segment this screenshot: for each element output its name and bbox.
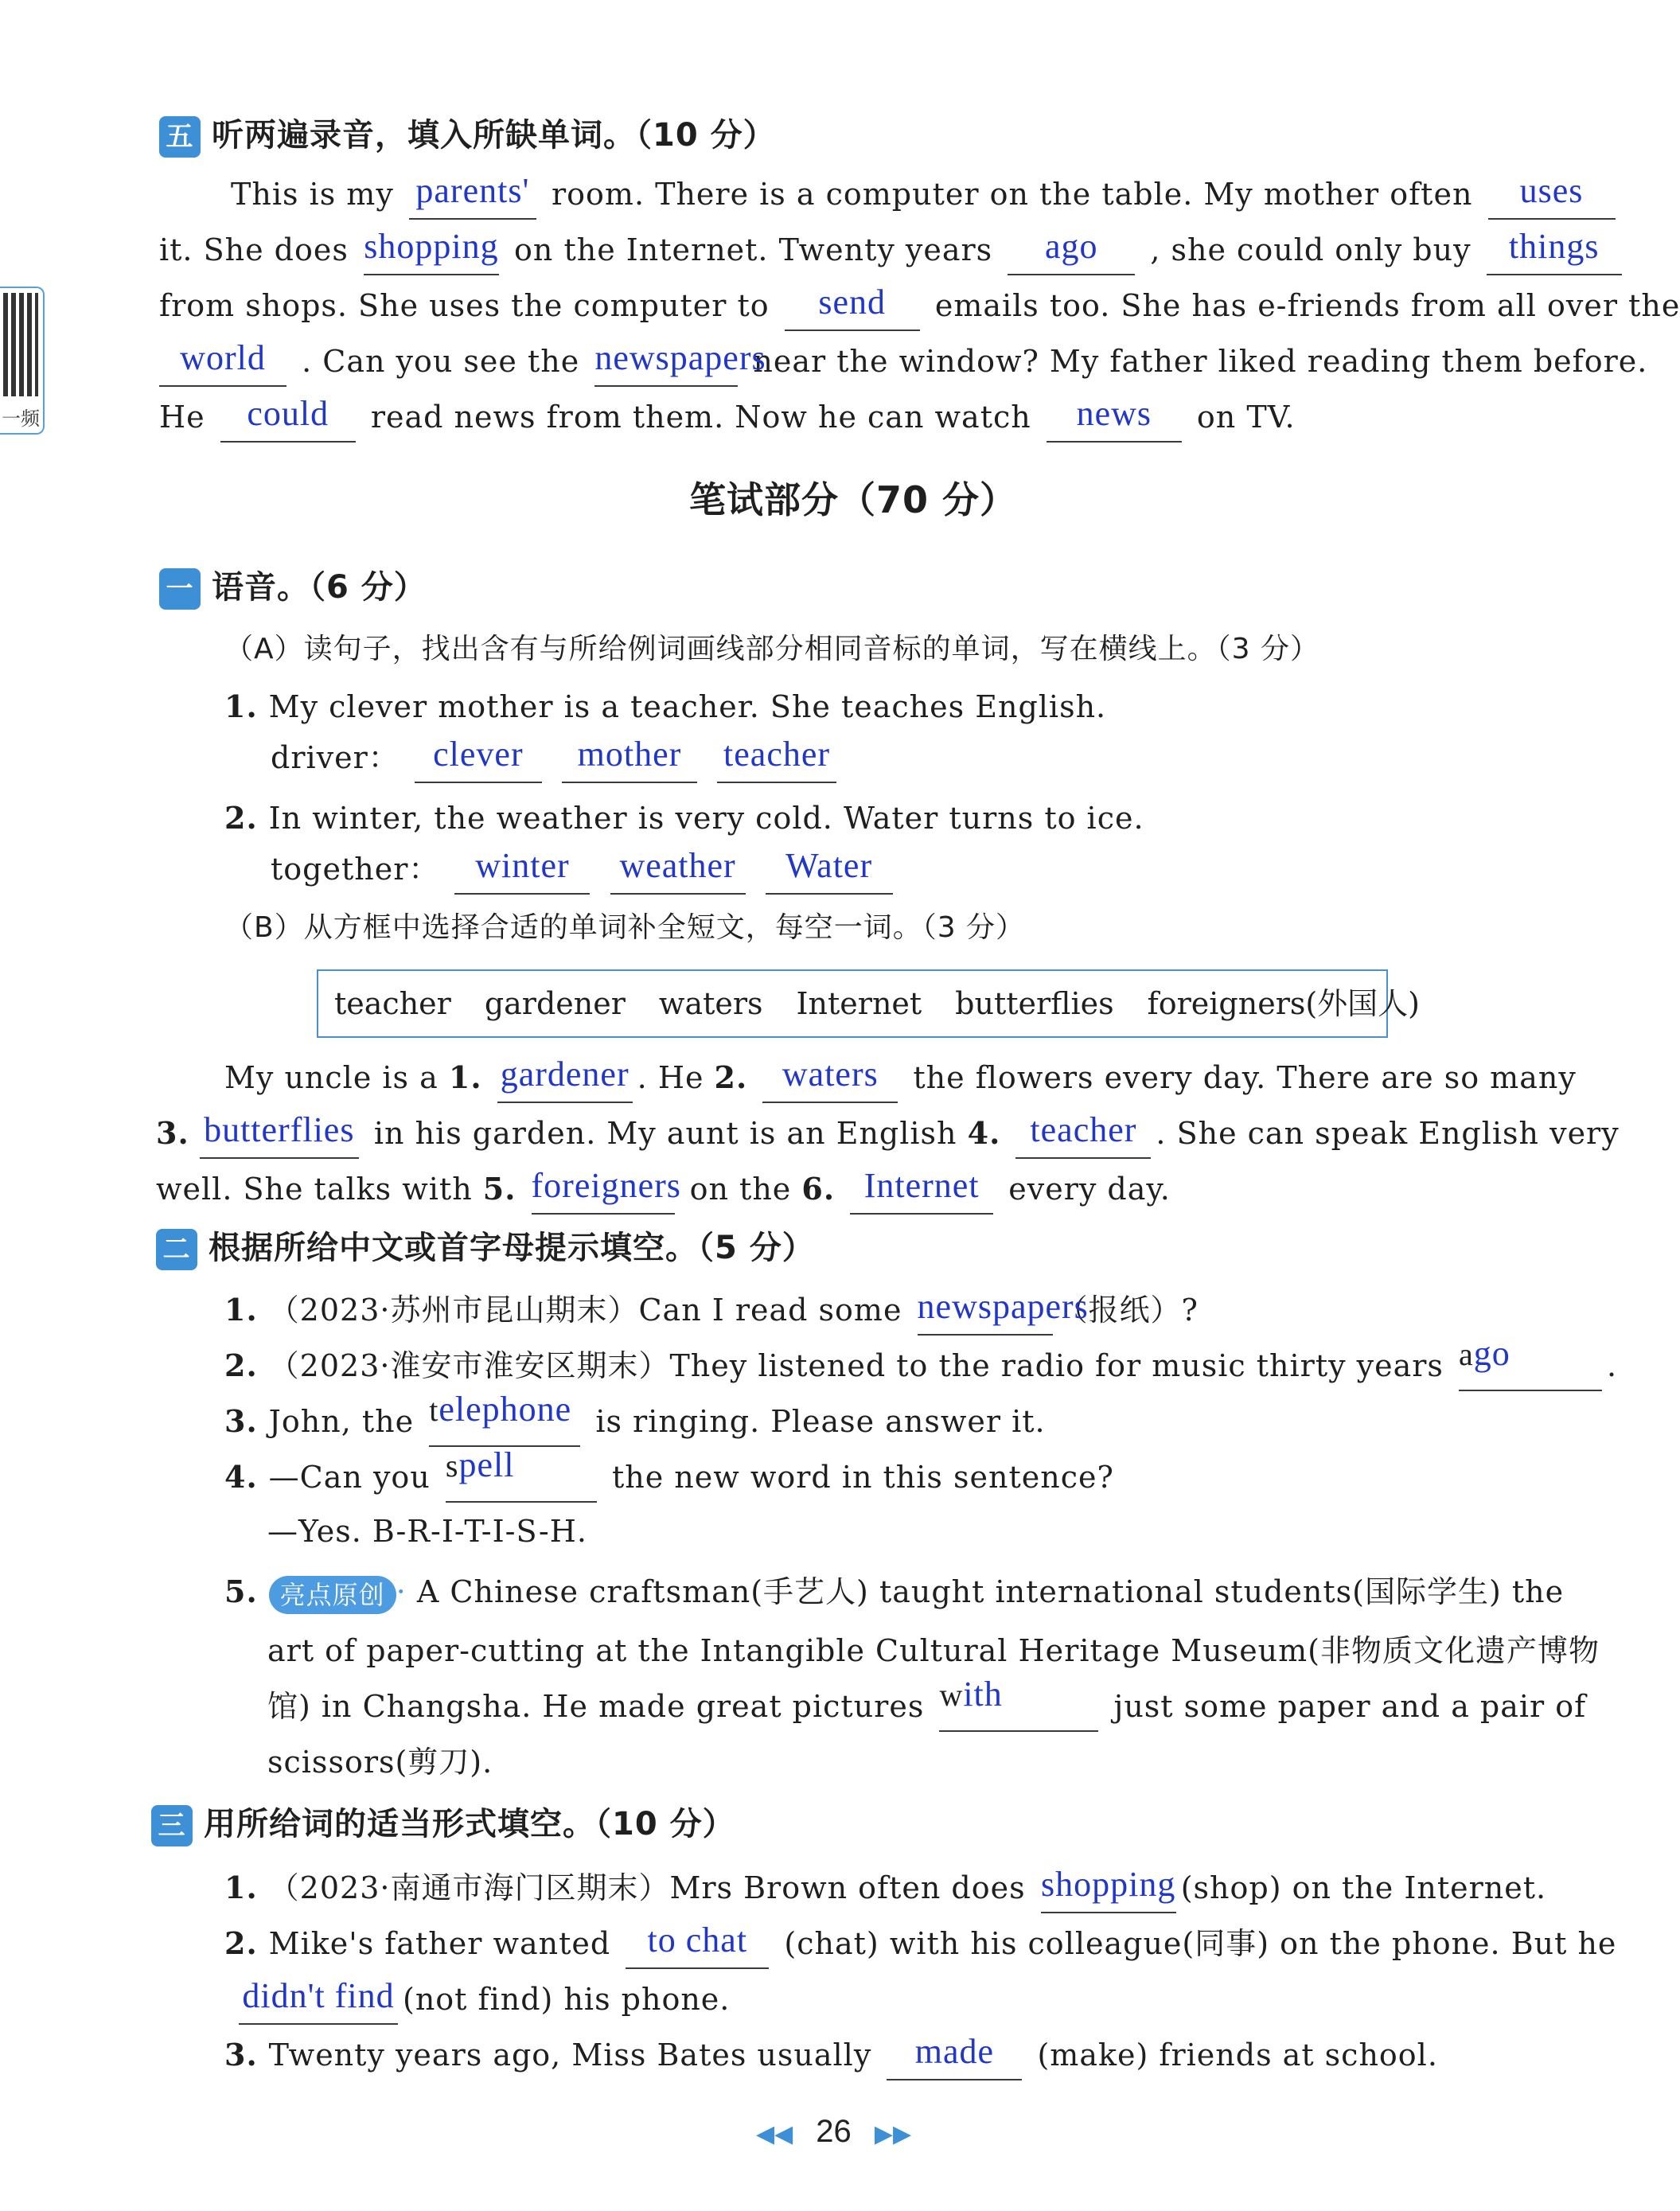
s3-q2: 2. Mike's father wanted to chat (chat) with his colleague(同事) on the phone. But he — [224, 1918, 1616, 1969]
answer-blank[interactable]: spell — [446, 1453, 597, 1503]
s3-q2-line2: didn't find (not find) his phone. — [239, 1974, 730, 2025]
answer-blank[interactable]: things — [1487, 226, 1622, 275]
s3-q1: 1. （2023·南通市海门区期末）Mrs Brown often does shopping (shop) on the Internet. — [224, 1862, 1546, 1913]
answer-blank[interactable]: butterflies — [200, 1109, 359, 1159]
word-bank-item: foreigners(外国人) — [1147, 986, 1421, 1021]
s2-q5-line2: art of paper-cutting at the Intangible Cultural Heritage Museum(非物质文化遗产博物 — [267, 1633, 1600, 1668]
section3-badge: 三 — [151, 1805, 193, 1846]
s1-passage-line1: My uncle is a 1. gardener . He 2. waters the flowers every day. There are so many — [224, 1052, 1577, 1103]
s2-q3: 3. John, the telephone is ringing. Please answer it. — [224, 1396, 1046, 1447]
section3-title: 用所给词的适当形式填空。（10 分） — [204, 1806, 735, 1842]
answer-blank[interactable]: Internet — [850, 1165, 993, 1215]
qr-code-icon — [3, 293, 38, 396]
answer-blank[interactable]: winter — [454, 845, 590, 895]
answer-blank[interactable]: world — [159, 337, 286, 387]
answer-blank[interactable]: could — [220, 393, 356, 443]
answer-blank[interactable]: gardener — [497, 1054, 633, 1103]
word-bank-item: waters — [658, 986, 763, 1021]
section5-title: 听两遍录音，填入所缺单词。（10 分） — [212, 117, 776, 154]
word-bank-item: Internet — [796, 986, 922, 1021]
answer-blank[interactable]: ago — [1459, 1342, 1602, 1391]
answer-blank[interactable]: telephone — [429, 1398, 580, 1447]
answer-blank[interactable]: Water — [766, 845, 893, 895]
answer-blank[interactable]: send — [785, 282, 920, 331]
answer-blank[interactable]: clever — [415, 734, 542, 783]
answer-blank[interactable]: newspapers — [594, 337, 738, 387]
s2-q1: 1. （2023·苏州市昆山期末）Can I read some newspapers （报纸）? — [224, 1285, 1199, 1336]
answer-blank[interactable]: foreigners — [532, 1165, 675, 1215]
answer-blank[interactable]: waters — [762, 1054, 898, 1103]
answer-blank[interactable]: made — [887, 2031, 1022, 2080]
next-arrows-icon[interactable]: ▶▶ — [874, 2121, 912, 2147]
s1-a-instruction: （A）读句子，找出含有与所给例词画线部分相同音标的单词，写在横线上。（3 分） — [224, 633, 1319, 665]
prev-arrows-icon[interactable]: ◀◀ — [756, 2121, 793, 2147]
s1-q1-answers: driver： clever mother teacher — [271, 732, 841, 783]
word-bank-item: butterflies — [955, 986, 1114, 1021]
section2-title: 根据所给中文或首字母提示填空。（5 分） — [209, 1230, 815, 1266]
answer-blank[interactable]: weather — [610, 845, 746, 895]
answer-blank[interactable]: uses — [1488, 170, 1616, 220]
s2-q4-reply: —Yes. B-R-I-T-I-S-H. — [267, 1514, 587, 1549]
page-number: 26 — [816, 2114, 852, 2149]
section5-badge: 五 — [159, 116, 201, 158]
section5-heading — [159, 110, 776, 161]
s2-q5: 5. 亮点原创 · A Chinese craftsman(手艺人) taught international students(国际学生) the — [224, 1566, 1564, 1617]
answer-blank[interactable]: ago — [1008, 226, 1135, 275]
qr-label: 一频 — [2, 407, 40, 430]
s1-b-instruction: （B）从方框中选择合适的单词补全短文，每空一词。（3 分） — [224, 911, 1026, 944]
answer-blank[interactable]: with — [939, 1683, 1098, 1732]
original-tag: 亮点原创 — [269, 1576, 396, 1614]
answer-blank[interactable]: to chat — [626, 1920, 769, 1969]
written-part-title: 笔试部分（70 分） — [689, 478, 1018, 521]
section2-badge: 二 — [156, 1229, 197, 1270]
word-bank-item: teacher — [334, 986, 451, 1021]
s5-line4: world . Can you see the newspapers near the window? My father liked reading them before. — [159, 336, 1647, 387]
s1-q1-sentence: 1. My clever mother is a teacher. She teaches English. — [224, 688, 1107, 724]
answer-blank[interactable]: shopping — [364, 226, 499, 275]
s2-q5-line4: scissors(剪刀). — [267, 1745, 493, 1780]
section1-title: 语音。（6 分） — [212, 569, 427, 606]
answer-blank[interactable]: news — [1047, 393, 1182, 443]
s3-q3: 3. Twenty years ago, Miss Bates usually made (make) friends at school. — [224, 2030, 1438, 2080]
answer-blank[interactable]: parents' — [409, 170, 536, 220]
answer-blank[interactable]: mother — [562, 734, 697, 783]
s2-q5-line3: 馆) in Changsha. He made great pictures with just some paper and a pair of — [267, 1681, 1586, 1732]
answer-blank[interactable]: teacher — [1015, 1109, 1151, 1159]
s1-q2-answers: together： winter weather Water — [271, 844, 898, 895]
section1-heading — [159, 562, 427, 613]
page-footer — [756, 2114, 911, 2150]
section3-heading — [151, 1799, 735, 1850]
answer-blank[interactable]: teacher — [717, 734, 836, 783]
answer-blank[interactable]: shopping — [1041, 1864, 1176, 1913]
word-bank-box — [317, 969, 1421, 1038]
word-bank-item: gardener — [484, 986, 626, 1021]
s2-q2: 2. （2023·淮安市淮安区期末）They listened to the radio for music thirty years ago . — [224, 1340, 1617, 1391]
s1-q2-sentence: 2. In winter, the weather is very cold. Water turns to ice. — [224, 800, 1144, 836]
s5-line1: This is my parents' room. There is a computer on the table. My mother often uses — [231, 169, 1620, 220]
answer-blank[interactable]: didn't find — [239, 1975, 398, 2025]
s1-passage-line3: well. She talks with 5. foreigners on the 6. Internet every day. — [156, 1164, 1171, 1215]
s5-line5: He could read news from them. Now he can watch news on TV. — [159, 392, 1296, 443]
s5-line3: from shops. She uses the computer to send emails too. She has e-friends from all over the — [159, 280, 1680, 331]
section1-badge: 一 — [159, 568, 201, 610]
s1-passage-line2: 3. butterflies in his garden. My aunt is an English 4. teacher . She can speak English very — [156, 1108, 1620, 1159]
s5-line2: it. She does shopping on the Internet. Twenty years ago , she could only buy things — [159, 224, 1627, 275]
qr-code-tab[interactable] — [0, 287, 45, 435]
s2-q4: 4. —Can you spell the new word in this sentence? — [224, 1452, 1114, 1503]
section2-heading — [156, 1222, 815, 1273]
answer-blank[interactable]: newspapers — [918, 1286, 1053, 1336]
